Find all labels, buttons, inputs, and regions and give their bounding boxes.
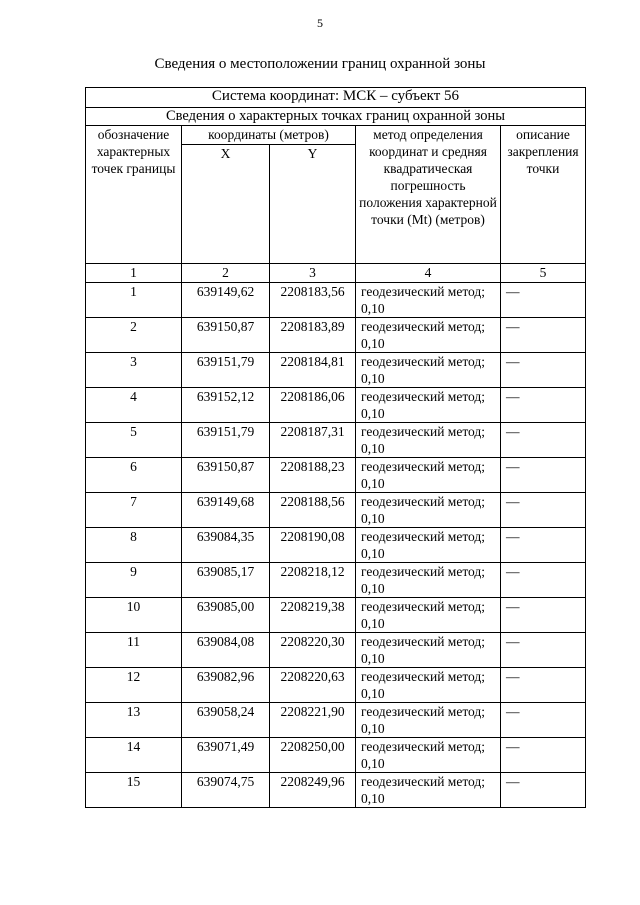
method-cell: геодезический метод; 0,10 xyxy=(356,423,501,458)
table-row xyxy=(86,458,586,493)
y-coordinate-cell: 2208188,56 xyxy=(270,493,356,528)
method-cell: геодезический метод; 0,10 xyxy=(356,773,501,808)
method-cell: геодезический метод; 0,10 xyxy=(356,458,501,493)
col-header-x: X xyxy=(182,145,270,264)
header-row-system xyxy=(86,88,586,108)
y-coordinate-cell: 2208221,90 xyxy=(270,703,356,738)
header-row-columns xyxy=(86,126,586,145)
y-coordinate-cell: 2208249,96 xyxy=(270,773,356,808)
y-coordinate-cell: 2208183,89 xyxy=(270,318,356,353)
column-number: 5 xyxy=(501,264,586,283)
x-coordinate-cell: 639082,96 xyxy=(182,668,270,703)
point-number-cell: 4 xyxy=(86,388,182,423)
point-number-cell: 12 xyxy=(86,668,182,703)
fixing-description-cell: — xyxy=(501,458,586,493)
table-row xyxy=(86,353,586,388)
method-cell: геодезический метод; 0,10 xyxy=(356,703,501,738)
fixing-description-cell: — xyxy=(501,563,586,598)
x-coordinate-cell: 639084,08 xyxy=(182,633,270,668)
x-coordinate-cell: 639151,79 xyxy=(182,353,270,388)
point-number-cell: 14 xyxy=(86,738,182,773)
table-row xyxy=(86,283,586,318)
fixing-description-cell: — xyxy=(501,738,586,773)
point-number-cell: 6 xyxy=(86,458,182,493)
col-header-method: метод определения координат и средняя квадратическая погрешность положения характерной точки (Mt) (метров) xyxy=(356,126,501,264)
header-row-points xyxy=(86,108,586,126)
method-cell: геодезический метод; 0,10 xyxy=(356,598,501,633)
fixing-description-cell: — xyxy=(501,598,586,633)
x-coordinate-cell: 639085,17 xyxy=(182,563,270,598)
table-row xyxy=(86,633,586,668)
table-row xyxy=(86,738,586,773)
col-header-coordinates: координаты (метров) xyxy=(182,126,356,145)
method-cell: геодезический метод; 0,10 xyxy=(356,528,501,563)
point-number-cell: 13 xyxy=(86,703,182,738)
table-row xyxy=(86,318,586,353)
x-coordinate-cell: 639151,79 xyxy=(182,423,270,458)
point-number-cell: 1 xyxy=(86,283,182,318)
y-coordinate-cell: 2208184,81 xyxy=(270,353,356,388)
table-row xyxy=(86,423,586,458)
x-coordinate-cell: 639071,49 xyxy=(182,738,270,773)
method-cell: геодезический метод; 0,10 xyxy=(356,353,501,388)
point-number-cell: 11 xyxy=(86,633,182,668)
y-coordinate-cell: 2208218,12 xyxy=(270,563,356,598)
x-coordinate-cell: 639150,87 xyxy=(182,458,270,493)
x-coordinate-cell: 639152,12 xyxy=(182,388,270,423)
fixing-description-cell: — xyxy=(501,703,586,738)
y-coordinate-cell: 2208250,00 xyxy=(270,738,356,773)
y-coordinate-cell: 2208187,31 xyxy=(270,423,356,458)
coordinate-system-header: Система координат: МСК – субъект 56 xyxy=(86,88,586,108)
x-coordinate-cell: 639074,75 xyxy=(182,773,270,808)
table-row xyxy=(86,388,586,423)
page-title: Сведения о местоположении границ охранной зоны xyxy=(154,56,486,72)
col-header-description: описание закрепления точки xyxy=(501,126,586,264)
column-number: 3 xyxy=(270,264,356,283)
point-number-cell: 9 xyxy=(86,563,182,598)
fixing-description-cell: — xyxy=(501,283,586,318)
y-coordinate-cell: 2208220,63 xyxy=(270,668,356,703)
method-cell: геодезический метод; 0,10 xyxy=(356,738,501,773)
point-number-cell: 3 xyxy=(86,353,182,388)
fixing-description-cell: — xyxy=(501,528,586,563)
table-row xyxy=(86,528,586,563)
fixing-description-cell: — xyxy=(501,353,586,388)
column-number: 1 xyxy=(86,264,182,283)
method-cell: геодезический метод; 0,10 xyxy=(356,388,501,423)
point-number-cell: 8 xyxy=(86,528,182,563)
x-coordinate-cell: 639149,68 xyxy=(182,493,270,528)
y-coordinate-cell: 2208183,56 xyxy=(270,283,356,318)
y-coordinate-cell: 2208188,23 xyxy=(270,458,356,493)
table-row xyxy=(86,668,586,703)
fixing-description-cell: — xyxy=(501,318,586,353)
column-number: 4 xyxy=(356,264,501,283)
method-cell: геодезический метод; 0,10 xyxy=(356,668,501,703)
point-number-cell: 10 xyxy=(86,598,182,633)
fixing-description-cell: — xyxy=(501,493,586,528)
fixing-description-cell: — xyxy=(501,668,586,703)
column-number: 2 xyxy=(182,264,270,283)
table-row xyxy=(86,563,586,598)
fixing-description-cell: — xyxy=(501,423,586,458)
method-cell: геодезический метод; 0,10 xyxy=(356,633,501,668)
fixing-description-cell: — xyxy=(501,633,586,668)
x-coordinate-cell: 639058,24 xyxy=(182,703,270,738)
y-coordinate-cell: 2208219,38 xyxy=(270,598,356,633)
method-cell: геодезический метод; 0,10 xyxy=(356,493,501,528)
y-coordinate-cell: 2208220,30 xyxy=(270,633,356,668)
table-row xyxy=(86,703,586,738)
point-number-cell: 5 xyxy=(86,423,182,458)
fixing-description-cell: — xyxy=(501,388,586,423)
table-row xyxy=(86,773,586,808)
x-coordinate-cell: 639084,35 xyxy=(182,528,270,563)
point-number-cell: 15 xyxy=(86,773,182,808)
points-info-header: Сведения о характерных точках границ охранной зоны xyxy=(86,108,586,126)
page-number: 5 xyxy=(317,16,323,30)
method-cell: геодезический метод; 0,10 xyxy=(356,318,501,353)
point-number-cell: 7 xyxy=(86,493,182,528)
fixing-description-cell: — xyxy=(501,773,586,808)
point-number-cell: 2 xyxy=(86,318,182,353)
y-coordinate-cell: 2208190,08 xyxy=(270,528,356,563)
x-coordinate-cell: 639149,62 xyxy=(182,283,270,318)
col-header-point: обозначение характерных точек границы xyxy=(86,126,182,264)
col-header-y: Y xyxy=(270,145,356,264)
x-coordinate-cell: 639150,87 xyxy=(182,318,270,353)
boundary-points-table xyxy=(85,87,586,808)
y-coordinate-cell: 2208186,06 xyxy=(270,388,356,423)
table-row xyxy=(86,493,586,528)
x-coordinate-cell: 639085,00 xyxy=(182,598,270,633)
column-numbers-row xyxy=(86,264,586,283)
method-cell: геодезический метод; 0,10 xyxy=(356,283,501,318)
table-row xyxy=(86,598,586,633)
method-cell: геодезический метод; 0,10 xyxy=(356,563,501,598)
